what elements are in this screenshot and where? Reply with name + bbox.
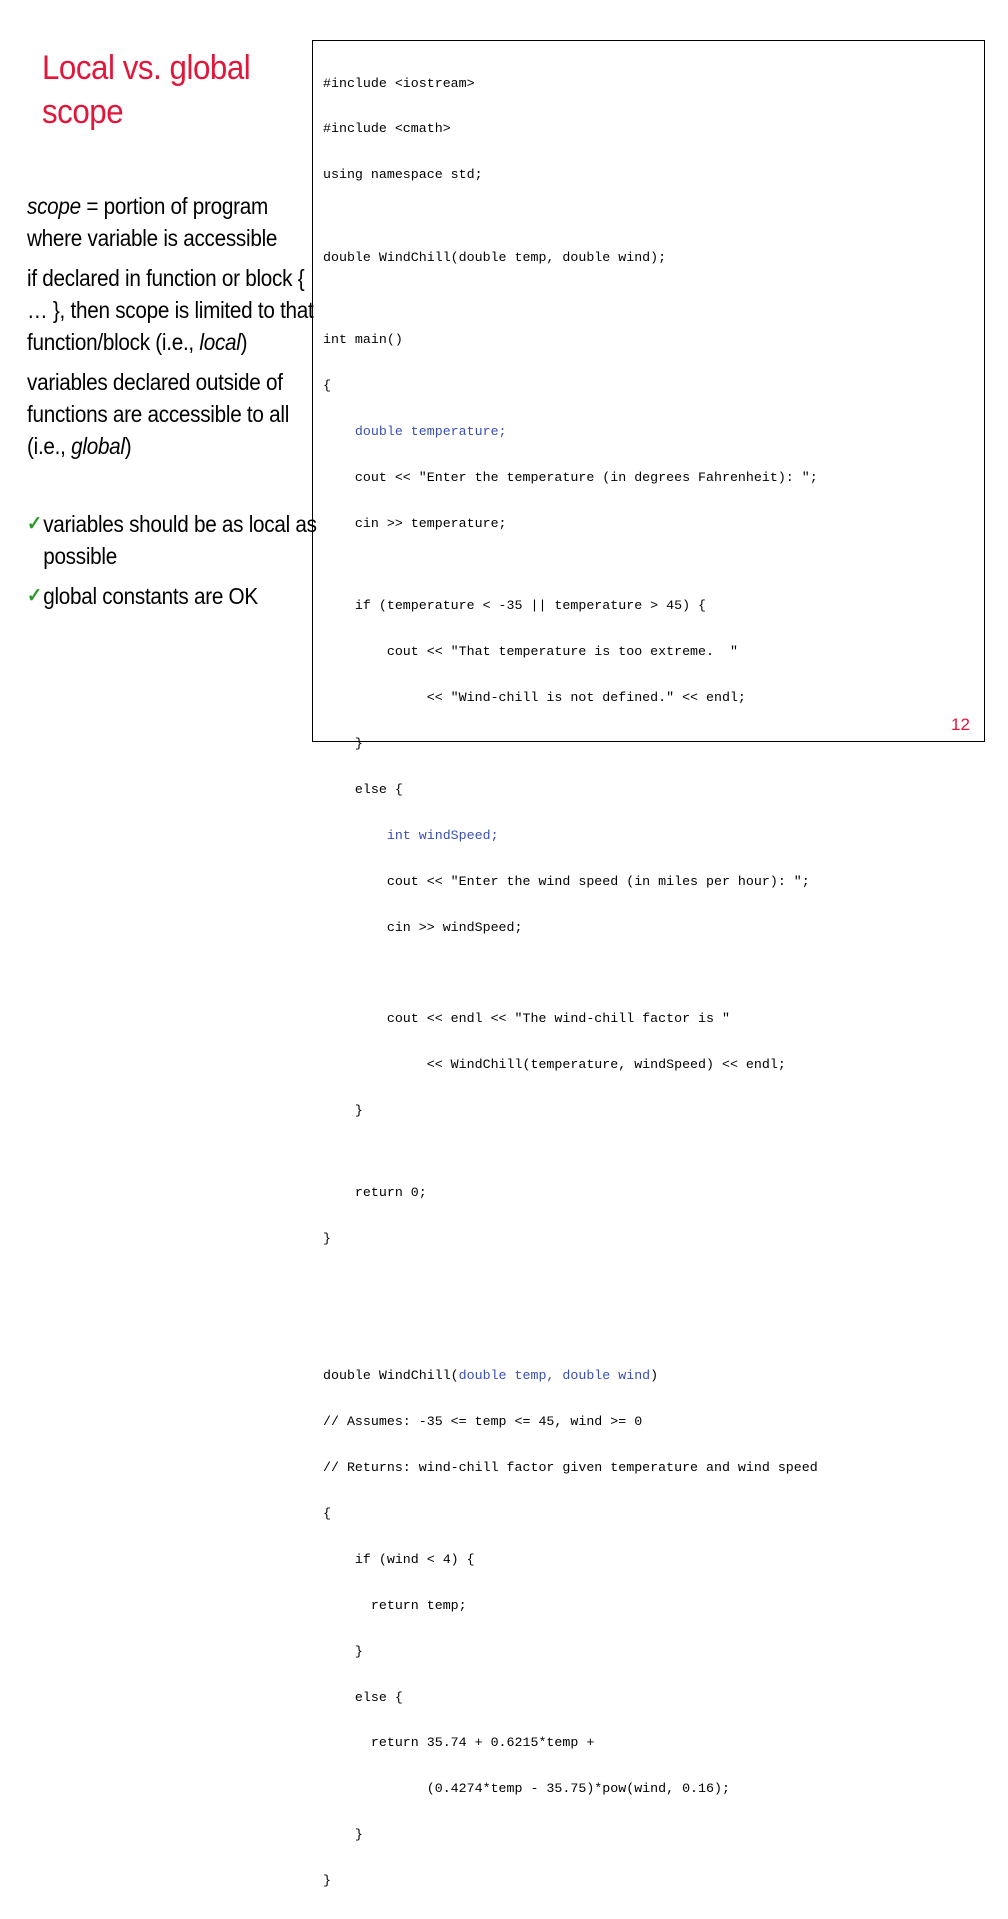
- code-line: }: [323, 1827, 363, 1843]
- code-line: // Returns: wind-chill factor given temperature and wind speed: [323, 1460, 818, 1476]
- code-line: (0.4274*temp - 35.75)*pow(wind, 0.16);: [323, 1781, 730, 1797]
- global-scope-close: ): [124, 433, 132, 459]
- code-line: cout << "Enter the temperature (in degrees Fahrenheit): ";: [323, 470, 818, 486]
- code-line: cout << endl << "The wind-chill factor is ": [323, 1011, 730, 1027]
- left-text-column: [27, 190, 317, 620]
- code-line: double temperature;: [323, 424, 507, 440]
- checkmark-icon: ✓: [27, 585, 42, 607]
- code-line: return 35.74 + 0.6215*temp +: [323, 1735, 595, 1751]
- code-line: cout << "That temperature is too extreme. ": [323, 644, 738, 660]
- checkmark-icon: ✓: [27, 513, 42, 535]
- checklist-item-local: [27, 508, 331, 572]
- code-listing-box: [312, 40, 985, 1889]
- code-line: if (wind < 4) {: [323, 1551, 475, 1567]
- scope-term: scope: [27, 193, 81, 219]
- code-listing: [323, 45, 818, 1919]
- slide-title-line2: scope: [42, 93, 124, 131]
- code-line: else {: [323, 781, 403, 797]
- code-line: }: [323, 1873, 331, 1889]
- code-line: cin >> windSpeed;: [323, 919, 523, 935]
- page-number: 12: [951, 715, 970, 734]
- local-scope-text: if declared in function or block { … }, then scope is limited to that function/block (i.e.,: [27, 265, 314, 355]
- local-term: local: [199, 329, 241, 355]
- code-line: using namespace std;: [323, 167, 483, 183]
- global-scope-paragraph: [27, 366, 315, 462]
- code-line: }: [323, 1231, 331, 1247]
- checklist-text-local: variables should be as local as possible: [43, 511, 317, 569]
- global-scope-text: variables declared outside of functions are accessible to all (i.e.,: [27, 369, 290, 459]
- code-line: return 0;: [323, 1185, 427, 1201]
- code-line: }: [323, 1643, 363, 1659]
- scope-definition: [27, 190, 315, 254]
- code-line: cin >> temperature;: [323, 515, 507, 531]
- code-line: }: [323, 1102, 363, 1118]
- code-line: << WindChill(temperature, windSpeed) << endl;: [323, 1057, 786, 1072]
- code-line: {: [323, 378, 331, 394]
- checklist-text-global: global constants are OK: [43, 583, 258, 609]
- slide-title: [42, 46, 281, 134]
- code-line: int main(): [323, 332, 403, 348]
- code-line: double WindChill(double temp, double wind);: [323, 249, 667, 265]
- local-scope-close: ): [240, 329, 248, 355]
- code-line: // Assumes: -35 <= temp <= 45, wind >= 0: [323, 1414, 643, 1430]
- code-line: {: [323, 1506, 331, 1522]
- code-line: }: [323, 736, 363, 752]
- code-line: #include <iostream>: [323, 75, 475, 91]
- code-line: cout << "Enter the wind speed (in miles per hour): ";: [323, 873, 810, 889]
- code-line: return temp;: [323, 1597, 467, 1613]
- global-term: global: [71, 433, 125, 459]
- scope-definition-text: = portion of program where variable is accessible: [27, 193, 278, 251]
- code-fragment: double WindChill(: [323, 1368, 459, 1384]
- code-params: double temp, double wind: [458, 1368, 651, 1384]
- checklist-item-global: [27, 580, 331, 612]
- code-line: #include <cmath>: [323, 121, 451, 137]
- local-scope-paragraph: [27, 262, 315, 358]
- code-line: [323, 1368, 818, 1383]
- slide-title-line1: Local vs. global: [42, 49, 251, 87]
- code-line: << "Wind-chill is not defined." << endl;: [323, 690, 746, 706]
- code-line: else {: [323, 1689, 403, 1705]
- code-fragment: ): [650, 1368, 659, 1384]
- code-line: int windSpeed;: [323, 827, 499, 843]
- code-line: if (temperature < -35 || temperature > 45) {: [323, 598, 707, 614]
